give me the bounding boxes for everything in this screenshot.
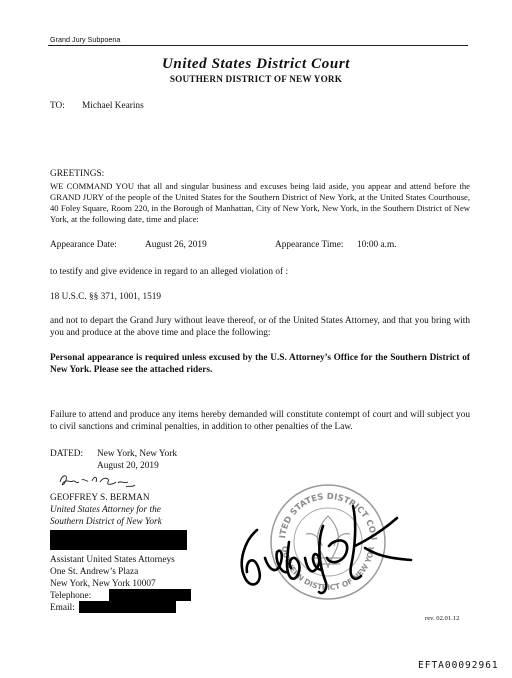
dated-label: DATED:: [50, 449, 84, 459]
address-line-2: New York, New York 10007: [50, 579, 156, 589]
court-district: SOUTHERN DISTRICT OF NEW YORK: [169, 74, 343, 84]
signer-name: GEOFFREY S. BERMAN: [50, 493, 150, 503]
bold-notice: Personal appearance is required unless excused by the U.S. Attorney’s Office for the Southern District of New York. Please see the attached riders.: [50, 353, 470, 375]
redaction-block: [50, 530, 187, 550]
dated-place: New York, New York: [97, 449, 178, 459]
signer-signature: [58, 470, 138, 492]
redaction-block: [109, 589, 191, 601]
seal-text-top: ITED STATES DISTRICT COU: [278, 491, 379, 541]
document-id: EFTA00092961: [418, 660, 499, 671]
signer-title-2: Southern District of New York: [50, 517, 162, 527]
header-rule: [48, 45, 468, 46]
handwritten-signature: [225, 488, 415, 598]
revision-number: rev. 02.01.12: [425, 615, 460, 622]
signer-title-1: United States Attorney for the: [50, 505, 161, 515]
recipient-name: Michael Kearins: [82, 101, 144, 111]
address-line-1: One St. Andrew’s Plaza: [50, 567, 139, 577]
testify-line: to testify and give evidence in regard to an alleged violation of :: [50, 267, 289, 277]
appearance-time-label: Appearance Time:: [275, 240, 344, 250]
form-type-label: Grand Jury Subpoena: [50, 35, 121, 44]
email-label: Email:: [50, 603, 75, 613]
assistant-label: Assistant United States Attorneys: [50, 555, 175, 565]
telephone-label: Telephone:: [50, 591, 92, 601]
to-label: TO:: [50, 101, 65, 111]
failure-paragraph: Failure to attend and produce any items hereby demanded will constitute contempt of court and will subject you to civil sanctions and criminal penalties, in addition to other penalties of the Law.: [50, 410, 470, 432]
appearance-date-label: Appearance Date:: [50, 240, 117, 250]
command-paragraph: WE COMMAND YOU that all and singular business and excuses being laid aside, you appear and attend before the GRAND JURY of the people of the United States for the Southern District of New York, at the United States Courthouse, 40 Foley Square, Room 220, in the Borough of Manhattan, City of New York, New York, in the Southern District of New York, at the following date, time and place:: [50, 181, 470, 224]
court-name: United States District Court: [161, 56, 351, 72]
depart-paragraph: and not to depart the Grand Jury without leave thereof, or of the United States Attorney, and that you bring with you and produce at the above time and place the following:: [50, 316, 470, 338]
appearance-date: August 26, 2019: [145, 240, 207, 250]
seal-text-bottom: OUTHERN DISTRICT OF NEW YOR: [279, 545, 376, 593]
appearance-time: 10:00 a.m.: [357, 240, 397, 250]
statutes: 18 U.S.C. §§ 371, 1001, 1519: [50, 292, 162, 302]
redaction-block: [79, 601, 176, 613]
greeting: GREETINGS:: [50, 169, 105, 179]
dated-date: August 20, 2019: [97, 461, 159, 471]
